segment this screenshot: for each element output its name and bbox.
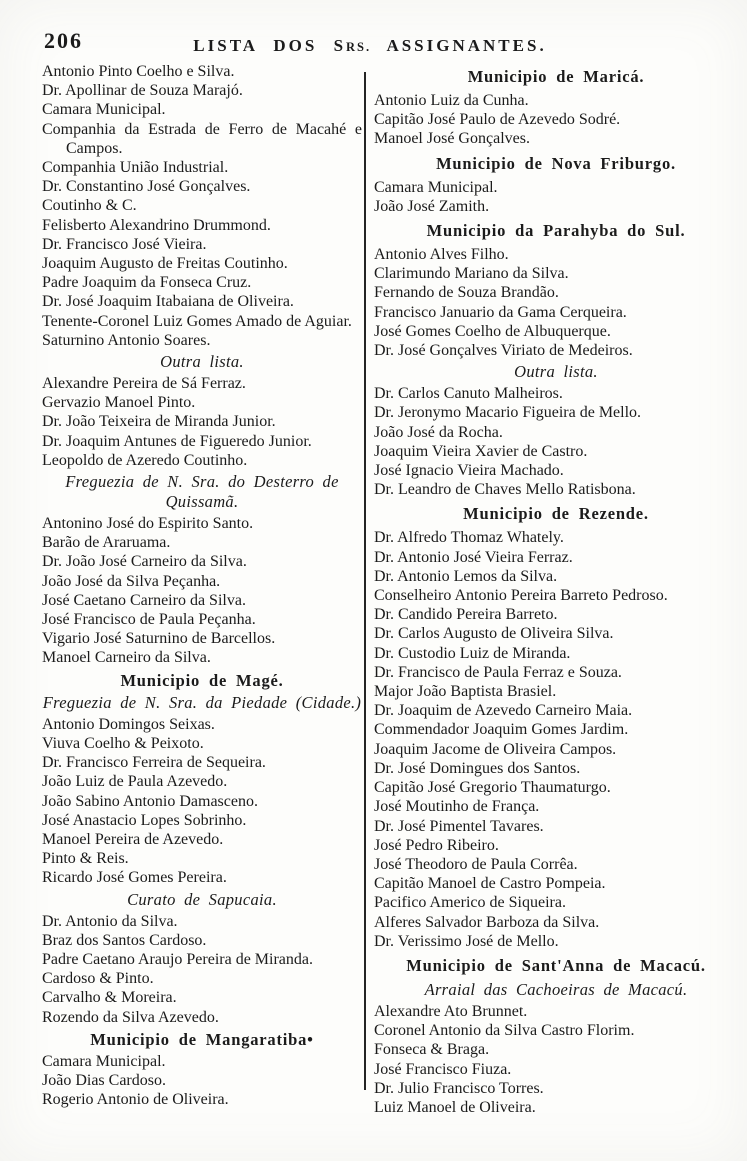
subscriber-name: Dr. Joaquim Antunes de Figueredo Junior. — [42, 432, 312, 450]
subscriber-name: Alexandre Pereira de Sá Ferraz. — [42, 375, 246, 393]
municipio-heading: Municipio de Sant'Anna de Macacú. — [406, 955, 706, 975]
subscriber-name: Major João Baptista Brasiel. — [374, 683, 557, 701]
subscriber-name: Dr. Constantino José Gonçalves. — [42, 178, 251, 196]
subscriber-name: Leopoldo de Azeredo Coutinho. — [42, 451, 248, 469]
subscriber-name: José Ignacio Vieira Machado. — [374, 462, 564, 480]
list-subheading: Freguezia de N. Sra. do Desterro de Quissamã. — [65, 472, 339, 512]
municipio-heading: Municipio de Maricá. — [467, 67, 645, 86]
right-column — [374, 62, 738, 1117]
subscriber-name: João José da Silva Peçanha. — [42, 572, 221, 590]
subscriber-name: João José Zamith. — [374, 197, 490, 215]
subscriber-name: Francisco Januario da Gama Cerqueira. — [374, 303, 627, 321]
subscriber-name: Dr. José Joaquim Itabaiana de Oliveira. — [42, 293, 294, 311]
subscriber-name: Tenente-Coronel Luiz Gomes Amado de Aguiar. — [42, 312, 352, 330]
subscriber-name: José Francisco Fiuza. — [374, 1060, 512, 1078]
municipio-heading: Municipio de Mangaratiba• — [90, 1029, 314, 1049]
list-subheading: Curato de Sapucaia. — [127, 889, 277, 909]
subscriber-name: Pinto & Reis. — [42, 850, 129, 868]
list-subheading: Outra lista. — [514, 362, 598, 382]
subscriber-name: Dr. Antonio José Vieira Ferraz. — [374, 548, 573, 566]
municipio-heading: Municipio de Magé. — [120, 670, 284, 690]
subscriber-name: Companhia da Estrada de Ferro de Macahé e Campos. — [42, 120, 362, 157]
subscriber-name: Viuva Coelho & Peixoto. — [42, 734, 204, 752]
subscriber-name: Dr. João Teixeira de Miranda Junior. — [42, 413, 276, 431]
subscriber-name: Dr. Francisco José Vieira. — [42, 235, 207, 253]
subscriber-name: João Sabino Antonio Damasceno. — [42, 792, 258, 810]
running-title-part1: LISTA DOS S — [193, 36, 347, 55]
subscriber-name: João José da Rocha. — [374, 423, 503, 441]
subscriber-name: Dr. Antonio da Silva. — [42, 912, 178, 930]
subscriber-name: Camara Municipal. — [374, 178, 498, 196]
page-number: 206 — [44, 28, 83, 53]
subscriber-name: Dr. Verissimo José de Mello. — [374, 932, 559, 950]
subscriber-name: Dr. Joaquim de Azevedo Carneiro Maia. — [374, 702, 633, 720]
subscriber-name: Cardoso & Pinto. — [42, 970, 154, 988]
subscriber-name: Dr. Apollinar de Souza Marajó. — [42, 82, 243, 100]
subscriber-name: Dr. Carlos Augusto de Oliveira Silva. — [374, 625, 614, 643]
subscriber-name: Dr. Leandro de Chaves Mello Ratisbona. — [374, 481, 636, 499]
subscriber-name: Dr. Alfredo Thomaz Whately. — [374, 529, 564, 547]
subscriber-name: Commendador Joaquim Gomes Jardim. — [374, 721, 629, 739]
subscriber-name: Dr. José Pimentel Tavares. — [374, 817, 544, 835]
subscriber-name: Padre Caetano Araujo Pereira de Miranda. — [42, 950, 314, 968]
subscriber-name: Antonio Alves Filho. — [374, 246, 509, 264]
running-title — [120, 36, 620, 56]
subscriber-name: Antonio Luiz da Cunha. — [374, 92, 529, 109]
subscriber-name: Antonino José do Espirito Santo. — [42, 515, 254, 533]
subscriber-name: Gervazio Manoel Pinto. — [42, 394, 196, 412]
subscriber-name: Dr. Carlos Canuto Malheiros. — [374, 385, 563, 403]
subscriber-name: Saturnino Antonio Soares. — [42, 331, 211, 349]
subscriber-name: Conselheiro Antonio Pereira Barreto Pedroso. — [374, 587, 668, 605]
subscriber-name: Manoel Pereira de Azevedo. — [42, 830, 224, 848]
subscriber-name: Camara Municipal. — [42, 1052, 166, 1070]
subscriber-name: José Caetano Carneiro da Silva. — [42, 591, 246, 609]
subscriber-name: Padre Joaquim da Fonseca Cruz. — [42, 274, 252, 292]
subscriber-name: Alferes Salvador Barboza da Silva. — [374, 913, 600, 931]
municipio-heading: Municipio de Nova Friburgo. — [436, 153, 676, 173]
subscriber-name: Clarimundo Mariano da Silva. — [374, 265, 569, 283]
subscriber-name: José Moutinho de França. — [374, 798, 540, 816]
subscriber-name: Vigario José Saturnino de Barcellos. — [42, 630, 276, 648]
subscriber-name: Rogerio Antonio de Oliveira. — [42, 1091, 229, 1109]
subscriber-name: José Francisco de Paula Peçanha. — [42, 611, 256, 629]
subscriber-name: Dr. José Gonçalves Viriato de Medeiros. — [374, 342, 633, 360]
subscriber-name: Manoel José Gonçalves. — [374, 130, 530, 148]
subscriber-name: Ricardo José Gomes Pereira. — [42, 869, 227, 887]
subscriber-name: Felisberto Alexandrino Drummond. — [42, 216, 271, 234]
subscriber-name: Fonseca & Braga. — [374, 1041, 490, 1059]
subscriber-name: Antonio Domingos Seixas. — [42, 715, 215, 733]
subscriber-name: Luiz Manoel de Oliveira. — [374, 1098, 536, 1116]
subscriber-name: Dr. José Domingues dos Santos. — [374, 759, 581, 777]
running-title-part2: ASSIGNANTES. — [386, 36, 547, 55]
subscriber-name: Capitão José Gregorio Thaumaturgo. — [374, 779, 611, 797]
municipio-heading: Municipio da Parahyba do Sul. — [426, 221, 686, 241]
subscriber-name: Coutinho & C. — [42, 197, 137, 215]
subscriber-name: Alexandre Ato Brunnet. — [374, 1002, 528, 1020]
subscriber-name: Antonio Pinto Coelho e Silva. — [42, 63, 235, 80]
subscriber-name: Braz dos Santos Cardoso. — [42, 931, 207, 949]
municipio-heading: Municipio de Rezende. — [463, 504, 649, 524]
subscriber-name: Joaquim Vieira Xavier de Castro. — [374, 442, 588, 460]
subscriber-name: Coronel Antonio da Silva Castro Florim. — [374, 1022, 635, 1040]
subscriber-name: João Luiz de Paula Azevedo. — [42, 773, 228, 791]
list-subheading: Arraial das Cachoeiras de Macacú. — [424, 979, 688, 999]
subscriber-name: Dr. Jeronymo Macario Figueira de Mello. — [374, 404, 642, 422]
list-subheading: Outra lista. — [160, 352, 244, 372]
subscriber-name: José Anastacio Lopes Sobrinho. — [42, 811, 247, 829]
subscriber-name: José Pedro Ribeiro. — [374, 836, 499, 854]
subscriber-name: Dr. Francisco Ferreira de Sequeira. — [42, 754, 266, 772]
subscriber-name: José Gomes Coelho de Albuquerque. — [374, 322, 611, 340]
subscriber-name: Rozendo da Silva Azevedo. — [42, 1008, 219, 1026]
subscriber-name: Dr. Custodio Luiz de Miranda. — [374, 644, 571, 662]
subscriber-name: João Dias Cardoso. — [42, 1071, 166, 1089]
subscriber-name: Joaquim Jacome de Oliveira Campos. — [374, 740, 617, 758]
left-column — [42, 62, 362, 1109]
subscriber-name: Joaquim Augusto de Freitas Coutinho. — [42, 255, 288, 273]
subscriber-name: Companhia União Industrial. — [42, 159, 229, 177]
subscriber-name: Fernando de Souza Brandão. — [374, 284, 559, 302]
subscriber-name: Dr. Antonio Lemos da Silva. — [374, 567, 558, 585]
subscriber-name: José Theodoro de Paula Corrêa. — [374, 855, 578, 873]
subscriber-name: Dr. Francisco de Paula Ferraz e Souza. — [374, 663, 622, 681]
column-divider-rule — [364, 72, 366, 1090]
subscriber-name: Pacifico Americo de Siqueira. — [374, 894, 566, 912]
subscriber-name: Dr. Candido Pereira Barreto. — [374, 606, 558, 624]
subscriber-name: Manoel Carneiro da Silva. — [42, 649, 211, 667]
subscriber-name: Dr. João José Carneiro da Silva. — [42, 553, 247, 571]
subscriber-name: Camara Municipal. — [42, 101, 166, 119]
subscriber-name: Capitão Manoel de Castro Pompeia. — [374, 875, 606, 893]
subscriber-name: Capitão José Paulo de Azevedo Sodré. — [374, 111, 621, 129]
subscriber-name: Barão de Araruama. — [42, 534, 171, 552]
running-title-smallcaps: RS. — [346, 40, 372, 54]
subscriber-name: Dr. Julio Francisco Torres. — [374, 1079, 544, 1097]
subscriber-name: Carvalho & Moreira. — [42, 989, 177, 1007]
list-subheading: Freguezia de N. Sra. da Piedade (Cidade.) — [42, 692, 362, 712]
